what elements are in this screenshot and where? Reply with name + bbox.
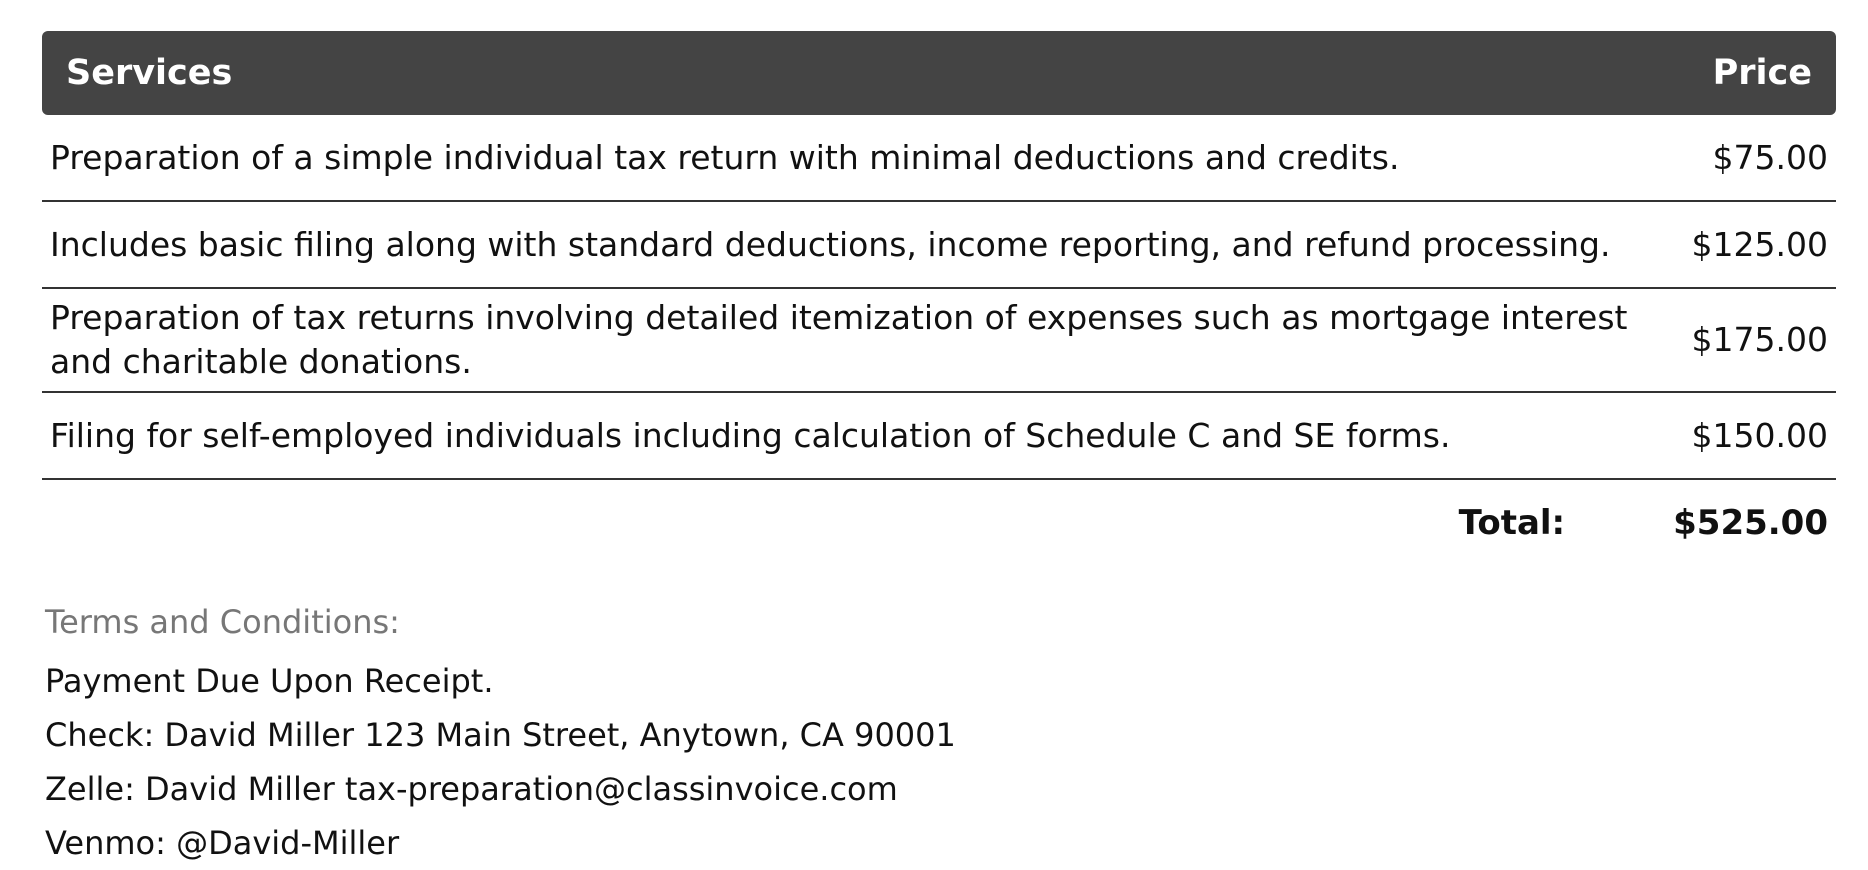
terms-section: [45, 600, 956, 870]
service-price: $75.00: [1712, 137, 1828, 177]
service-description: Preparation of tax returns involving detailed itemization of expenses such as mortgage interest and charitable donations.: [50, 298, 1628, 381]
terms-line-zelle: Zelle: David Miller tax-preparation@classinvoice.com: [45, 770, 898, 808]
table-row: [42, 393, 1836, 480]
table-row: [42, 202, 1836, 289]
table-row: [42, 289, 1836, 393]
price-column-header: Price: [1712, 53, 1812, 93]
service-description: Preparation of a simple individual tax return with minimal deductions and credits.: [50, 137, 1400, 177]
terms-title: Terms and Conditions:: [45, 603, 400, 641]
total-value: $525.00: [1673, 503, 1828, 543]
total-row: [42, 480, 1836, 566]
table-header: [42, 31, 1836, 115]
terms-line-payment-due: Payment Due Upon Receipt.: [45, 662, 494, 700]
services-table: [42, 31, 1836, 566]
services-column-header: Services: [66, 53, 233, 93]
table-row: [42, 115, 1836, 202]
terms-line-venmo: Venmo: @David-Miller: [45, 824, 400, 862]
service-price: $175.00: [1691, 320, 1828, 359]
service-price: $125.00: [1691, 224, 1828, 264]
service-description: Filing for self-employed individuals including calculation of Schedule C and SE forms.: [50, 415, 1451, 455]
service-price: $150.00: [1691, 415, 1828, 455]
total-label: Total:: [1458, 503, 1566, 543]
service-description: Includes basic filing along with standard deductions, income reporting, and refund processing.: [50, 224, 1611, 264]
terms-line-check: Check: David Miller 123 Main Street, Anytown, CA 90001: [45, 716, 956, 754]
